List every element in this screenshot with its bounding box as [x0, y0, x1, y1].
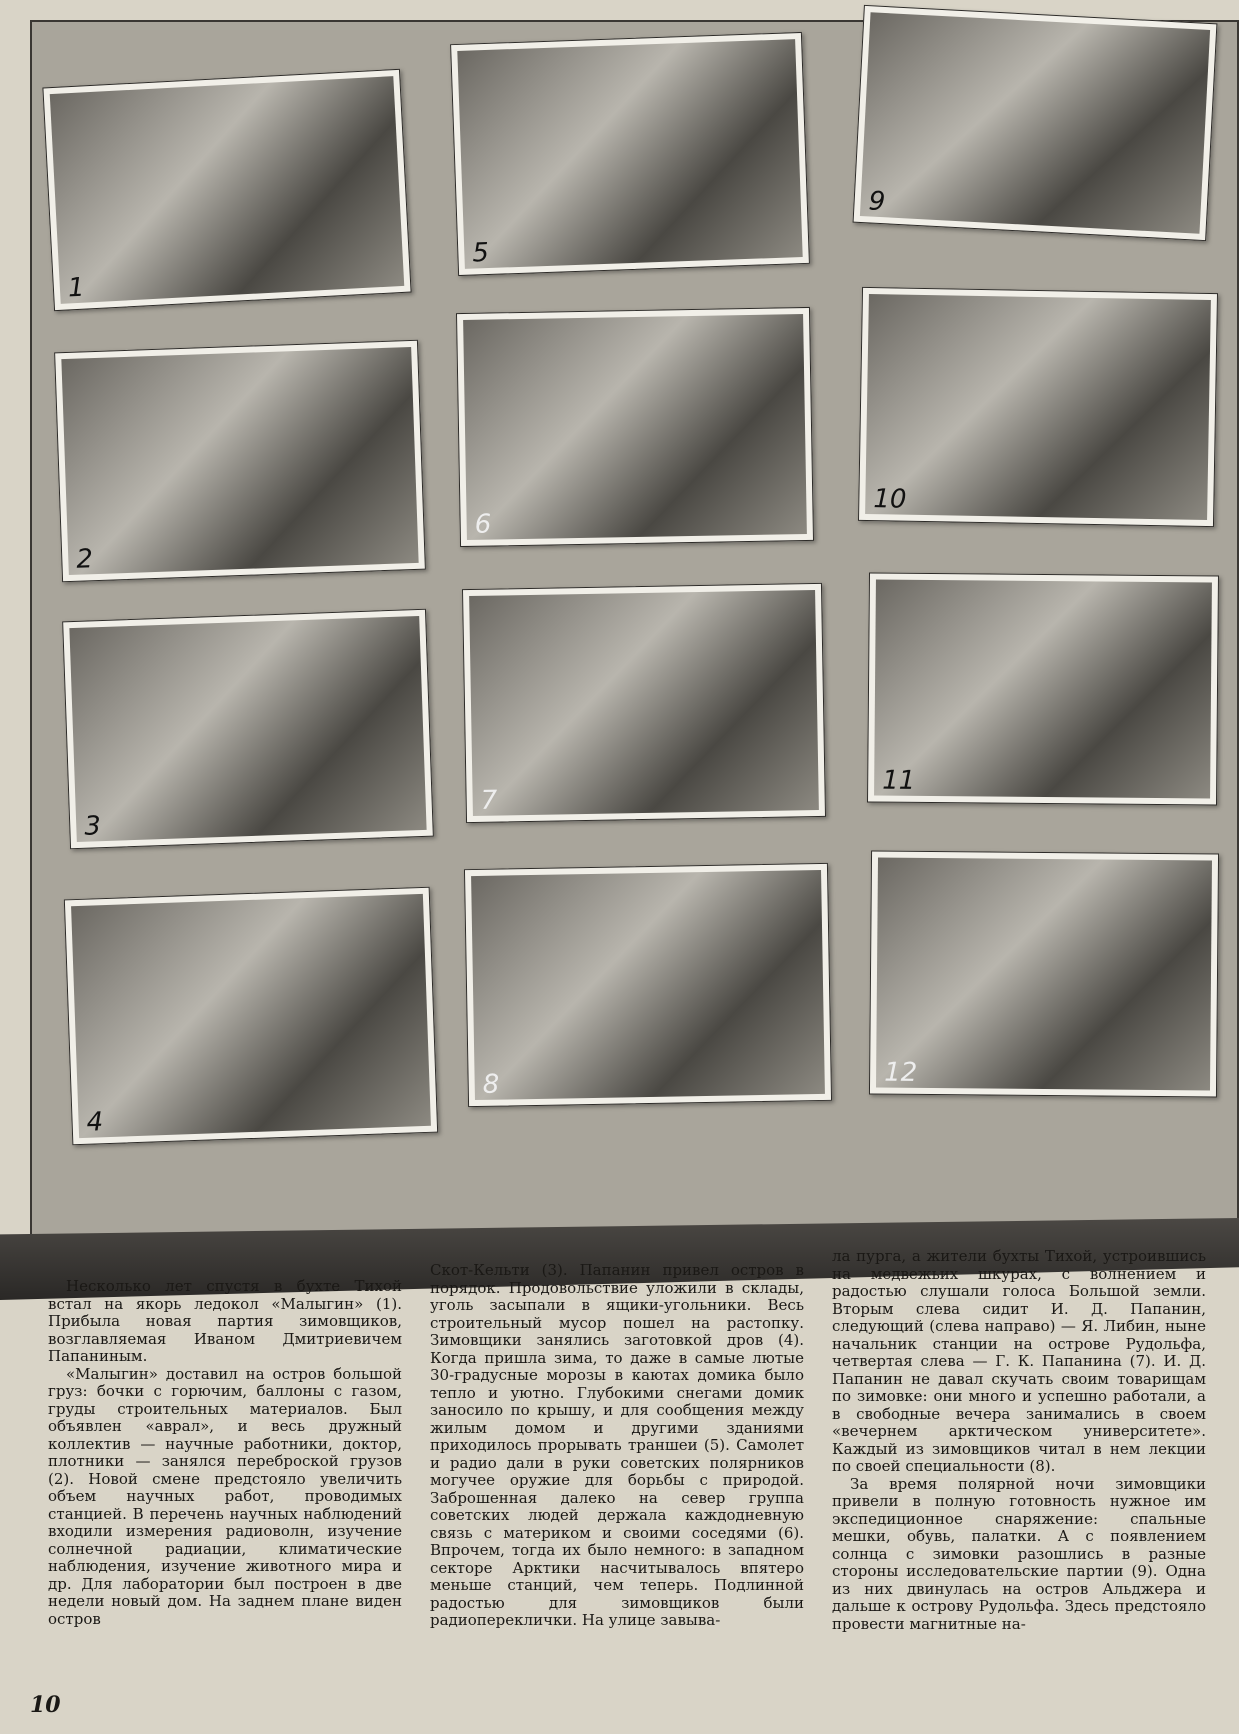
- photo-10-number: 10: [873, 484, 907, 515]
- photo-8-number: 8: [482, 1069, 500, 1100]
- photo-3-number: 3: [83, 811, 102, 842]
- photo-1-image: [50, 76, 405, 304]
- photo-2-number: 2: [75, 544, 94, 575]
- photo-3: [62, 609, 434, 850]
- photo-9-image: [860, 12, 1210, 234]
- photo-4: [64, 887, 438, 1146]
- photo-10-image: [865, 294, 1211, 520]
- article-column-3: [832, 1248, 1206, 1633]
- photo-1-number: 1: [67, 272, 86, 304]
- article-column-2: [430, 1262, 804, 1630]
- photo-5-number: 5: [471, 237, 490, 269]
- photo-11: [867, 572, 1219, 805]
- photo-9-number: 9: [867, 186, 886, 218]
- photo-11-number: 11: [882, 765, 916, 796]
- photo-4-image: [71, 894, 431, 1138]
- page-number: 10: [30, 1692, 61, 1718]
- photo-10: [858, 287, 1218, 527]
- photo-6: [456, 307, 814, 547]
- photo-7-image: [469, 590, 819, 816]
- photo-12: [869, 850, 1219, 1097]
- photo-4-number: 4: [86, 1107, 104, 1138]
- photo-9: [853, 5, 1218, 241]
- photo-6-image: [463, 314, 807, 540]
- photo-6-number: 6: [474, 509, 492, 540]
- photo-12-image: [876, 858, 1212, 1091]
- photo-8-image: [471, 870, 825, 1100]
- article-paragraph: За время полярной ночи зимовщики привели в полную готовность нужное им экспедиционное снаряжение: спальные мешки, обувь, палатки. А с появлением солнца с зимовки разошлись в разные стороны исследовательские партии (9). Одна из них двинулась на остров Альджера и дальше к острову Рудольфа. Здесь предстояло провести магнитные на-: [832, 1474, 1206, 1633]
- photo-12-number: 12: [884, 1057, 918, 1088]
- article-paragraph: Несколько лет спустя в бухте Тихой встал на якорь ледокол «Малыгин» (1). Прибыла новая партия зимовщиков, возглавляемая Иваном Дмитриевичем Папаниным.: [48, 1277, 402, 1365]
- photo-1: [42, 69, 411, 311]
- photo-8: [464, 863, 832, 1107]
- photo-7: [462, 583, 826, 823]
- photo-11-image: [874, 580, 1212, 799]
- photo-2: [54, 340, 426, 583]
- article-paragraph: ла пурга, а жители бухты Тихой, устроившись на медвежьих шкурах, с волнением и радостью слушали голоса Большой земли. Вторым слева сидит И. Д. Папанин, следующий (слева направо) — Я. Либин, ныне начальник станции на острове Рудольфа, четвертая слева — Г. К. Папанина (7). И. Д. Папанин не давал скучать своим товарищам по зимовке: они много и успешно работали, а в свободные вечера занимались в своем «вечернем арктическом университете». Каждый из зимовщиков читал в нем лекции по своей специальности (8).: [832, 1247, 1206, 1475]
- photo-2-image: [61, 347, 418, 575]
- article-column-1: [48, 1278, 402, 1628]
- article-paragraph: «Малыгин» доставил на остров большой груз: бочки с горючим, баллоны с газом, груды строительных материалов. Был объявлен «аврал», и весь дружный коллектив — научные работники, доктор, плотники — занялся переброской грузов (2). Новой смене предстояло увеличить объем научных работ, проводимых станцией. В перечень научных наблюдений входили измерения радиоволн, изучение солнечной радиации, климатические наблюдения, изучение животного мира и др. Для лаборатории был построен в две недели новый дом. На заднем плане виден остров: [48, 1364, 402, 1628]
- photo-3-image: [69, 616, 426, 842]
- photo-7-number: 7: [480, 785, 498, 816]
- article-paragraph: Скот-Кельти (3). Папанин привел остров в порядок. Продовольствие уложили в склады, уголь засыпали в ящики-угольники. Весь строительный мусор пошел на растопку. Зимовщики занялись заготовкой дров (4). Когда пришла зима, то даже в самые лютые 30-градусные морозы в каютах домика было тепло и уютно. Глубокими снегами домик заносило по крышу, и для сообщения между жилым домом и другими зданиями приходилось прорывать траншеи (5). Самолет и радио дали в руки советских полярников могучее оружие для борьбы с природой. Заброшенная далеко на север группа советских людей держала каждодневную связь с материком и своими соседями (6). Впрочем, тогда их было немного: в западном секторе Арктики насчитывалось впятеро меньше станций, чем теперь. Подлинной радостью для зимовщиков были радиопереклички. На улице завыва-: [430, 1261, 804, 1629]
- photo-5-image: [457, 39, 802, 269]
- photo-5: [450, 32, 810, 276]
